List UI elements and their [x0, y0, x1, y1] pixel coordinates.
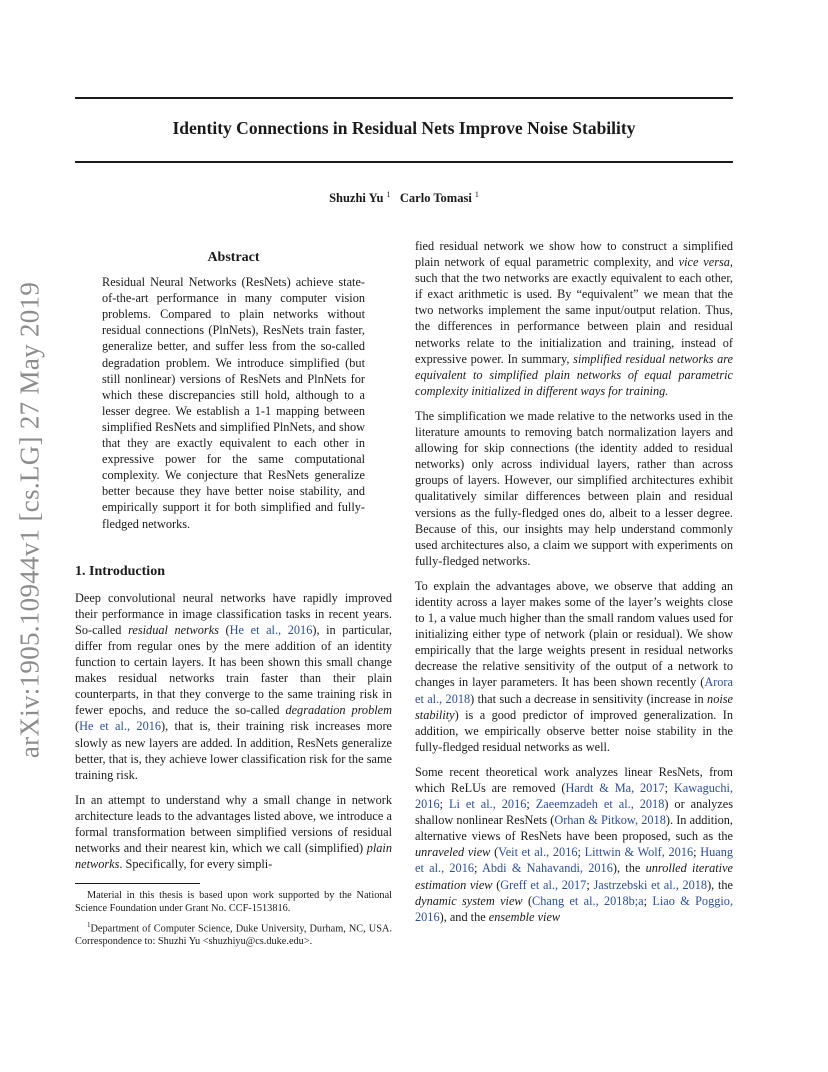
title-rule-bottom: [75, 161, 733, 163]
citation-link[interactable]: Orhan & Pitkow, 2018: [554, 813, 666, 828]
affiliation-mark: 1: [474, 190, 479, 199]
footnote-funding: Material in this thesis is based upon work supported by the National Science Foundation under Grant No. CCF-1513816.: [75, 890, 392, 914]
footnote-rule: [75, 883, 200, 884]
paper-title: Identity Connections in Residual Nets Improve Noise Stability: [172, 118, 636, 138]
author-name: Shuzhi Yu: [329, 191, 384, 206]
right-paragraph-1: fied residual network we show how to construct a simplified plain network of equal parametric complexity, and vice versa, such that the two networks are exactly equivalent to each other, if exact arithmetic is used. By “equivalent” we mean that the two networks implement the same input/output relation. Thus, the differences in performance between plain and residual networks relate to the initialization and training, instead of expressive power. In summary, simplified residual networks are equivalent to simplified plain networks of equal parametric complexity initialized in different ways for training.: [415, 239, 734, 398]
right-column: [415, 238, 733, 934]
citation-link[interactable]: Arora et al., 2018: [415, 675, 733, 706]
right-paragraph-3: To explain the advantages above, we observe that adding an identity across a layer makes some of the layer’s weights close to 1, a value much higher than the small random values used for initializing either type of network (plain or residual). We show empirically that the large weights present in residual networks decrease the relative sensitivity of the output of a network to changes in layer parameters. It has been shown recently (Arora et al., 2018) that such a decrease in sensitivity (increase in noise stability) is a good predictor of improved generalization. In addition, we empirically observe better noise stability in the fully-fledged residual networks as well.: [415, 578, 734, 754]
footnote-mark: 1: [87, 921, 91, 929]
citation-link[interactable]: Hardt & Ma, 2017: [565, 781, 665, 795]
right-paragraph-2: The simplification we made relative to the networks used in the literature amounts to removing batch normalization layers and allowing for skip connections (the identity added to residual networks) only across individual layers, rather than across groups of layers. However, our simplified architectures exhibit qualitatively similar differences between plain and residual versions as the fully-fledged ones do, albeit to a lesser degree. Because of this, our insights may help understand commonly used architectures also, a claim we support with experiments on fully-fledged networks.: [415, 408, 733, 568]
citation-link[interactable]: He et al., 2016: [229, 622, 313, 637]
footnote-affiliation: $^1$Department of Computer Science, Duke University, Durham, NC, USA. Correspondence to: Shuzhi Yu <shuzhiyu@cs.duke.edu>.: [75, 921, 392, 948]
abstract-body: Residual Neural Networks (ResNets) achieve state-of-the-art performance in many computer vision problems. Compared to plain networks without residual connections (PlnNets), ResNets train faster, generalize better, and suffer less from the so-called degradation problem. We introduce simplified (but still nonlinear) versions of ResNets and PlnNets for which these discrepancies still hold, although to a lesser degree. We establish a 1-1 mapping between simplified ResNets and simplified PlnNets, and show that they are exactly equivalent to each other in expressive power for the same computational complexity. We conjecture that ResNets generalize better because they have better noise stability, and empirically support it for both simplified and fully-fledged networks.: [102, 275, 365, 531]
citation-link[interactable]: Veit et al., 2016: [498, 845, 578, 860]
citation-link[interactable]: Kawaguchi, 2016: [415, 781, 733, 812]
intro-paragraph-2: In an attempt to understand why a small change in network architecture leads to the advantages listed above, we introduce a formal transformation between simplified versions of residual networks and their nearest kin, which we call (simplified) plain networks. Specifically, for every simpli-: [75, 792, 392, 872]
arxiv-side-stamp: [8, 280, 52, 760]
citation-link[interactable]: Littwin & Wolf, 2016: [584, 845, 694, 860]
citation-link[interactable]: Chang et al., 2018b;a: [532, 893, 644, 908]
author-line: [75, 190, 733, 206]
citation-link[interactable]: Li et al., 2016: [449, 797, 527, 812]
arxiv-identifier: arXiv:1905.10944v1 [cs.LG] 27 May 2019: [14, 281, 45, 759]
author-name: Carlo Tomasi: [399, 191, 472, 206]
title-rule-top: [75, 97, 733, 99]
abstract-heading: Abstract: [207, 250, 260, 265]
citation-link[interactable]: Abdi & Nahavandi, 2016: [482, 861, 613, 876]
citation-link[interactable]: Huang et al., 2016: [415, 845, 734, 876]
left-column: [75, 238, 392, 881]
citation-link[interactable]: Liao & Poggio, 2016: [415, 893, 734, 924]
affiliation-mark: 1: [386, 190, 391, 199]
citation-link[interactable]: Greff et al., 2017: [500, 877, 587, 892]
citation-link[interactable]: He et al., 2016: [79, 719, 162, 734]
section-heading-introduction: 1. Introduction: [75, 563, 165, 579]
citation-link[interactable]: Jastrzebski et al., 2018: [593, 877, 708, 892]
citation-link[interactable]: Zaeemzadeh et al., 2018: [535, 797, 665, 812]
right-paragraph-4: Some recent theoretical work analyzes linear ResNets, from which ReLUs are removed (Hardt & Ma, 2017; Kawaguchi, 2016; Li et al., 2016; Zaeemzadeh et al., 2018) or analyzes shallow nonlinear ResNets (Orhan & Pitkow, 2018). In addition, alternative views of ResNets have been proposed, such as the unraveled view (Veit et al., 2016; Littwin & Wolf, 2016; Huang et al., 2016; Abdi & Nahavandi, 2016), the unrolled iterative estimation view (Greff et al., 2017; Jastrzebski et al., 2018), the dynamic system view (Chang et al., 2018b;a; Liao & Poggio, 2016), and the ensemble view: [415, 764, 734, 924]
footnotes: [75, 883, 392, 952]
intro-paragraph-1: Deep convolutional neural networks have rapidly improved their performance in image classification tasks in recent years. So-called residual networks (He et al., 2016), in particular, differ from regular ones by the mere addition of an identity function to certain layers. It has been shown this small change makes residual networks train faster than their plain counterparts, in that they converge to the same training risk in fewer epochs, and reduce the so-called degradation problem (He et al., 2016), that is, their training risk increases more slowly as new layers are added. In addition, ResNets generalize better, that is, they achieve lower classification risk for the same training risk.: [75, 590, 393, 782]
